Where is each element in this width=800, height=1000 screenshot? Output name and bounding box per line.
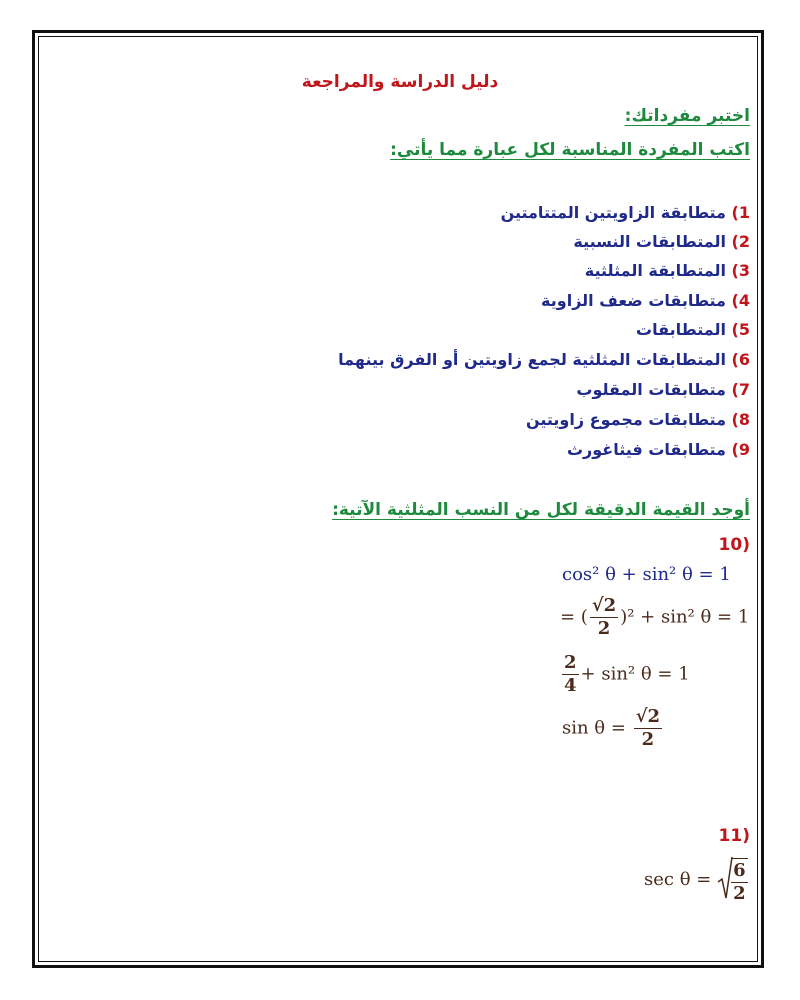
q10-line3-denominator: 4 xyxy=(564,675,577,696)
list-item xyxy=(576,380,750,399)
q11-equation xyxy=(644,856,750,904)
q10-line-4 xyxy=(562,708,664,749)
q10-line2-denominator: 2 xyxy=(597,618,611,639)
item-text: المتطابقات المثلثية لجمع زاويتين أو الفرق بينهما xyxy=(338,350,726,369)
item-text: متطابقات المقلوب xyxy=(576,380,726,399)
item-text: متطابقات مجموع زاويتين xyxy=(525,410,726,429)
question-10-label: (10 xyxy=(718,535,750,555)
item-text: المتطابقات النسبية xyxy=(573,232,726,251)
list-item xyxy=(501,203,750,222)
question-11-label: (11 xyxy=(718,826,750,846)
q10-line4-denominator: 2 xyxy=(641,729,655,750)
list-item xyxy=(585,261,750,280)
exact-value-heading: أوجد القيمة الدقيقة لكل من النسب المثلثية الآتية: xyxy=(332,500,750,520)
q10-line2-numerator: √2 xyxy=(591,595,617,616)
q11-denominator: 2 xyxy=(733,882,746,904)
item-text: متطابقة الزاويتين المتتامتين xyxy=(500,203,726,222)
q10-line3-rest: + sin² θ = 1 xyxy=(580,663,690,685)
list-item xyxy=(573,232,750,251)
item-number: 4) xyxy=(731,291,750,310)
q11-left: sec θ = xyxy=(644,869,712,890)
instruction-heading: اكتب المفردة المناسبة لكل عبارة مما يأتي: xyxy=(390,140,750,160)
q10-line2-rest: )² + sin² θ = 1 xyxy=(620,606,750,628)
q10-line-1: cos² θ + sin² θ = 1 xyxy=(562,564,731,585)
item-text: المتطابقات xyxy=(636,320,726,339)
item-number: 1) xyxy=(731,203,750,222)
list-item xyxy=(567,440,750,459)
list-item xyxy=(636,320,750,339)
list-item xyxy=(541,291,750,310)
q10-line3-numerator: 2 xyxy=(564,652,577,673)
item-number: 3) xyxy=(731,261,750,280)
item-number: 7) xyxy=(731,380,750,399)
q10-line-2: = ( $\frac{√2}{2}$ )² + sin² θ = 1 xyxy=(560,595,750,639)
list-item xyxy=(526,410,750,429)
page-border-inner xyxy=(38,36,758,962)
list-item xyxy=(338,350,750,369)
q11-numerator: 6 xyxy=(733,859,746,881)
q10-line4-numerator: √2 xyxy=(635,706,661,727)
item-text: متطابقات ضعف الزاوية xyxy=(541,291,726,310)
item-number: 6) xyxy=(731,350,750,369)
q10-line-3 xyxy=(560,654,690,695)
item-number: 8) xyxy=(731,410,750,429)
item-text: متطابقات فيثاغورث xyxy=(566,440,726,459)
item-number: 5) xyxy=(731,320,750,339)
item-number: 2) xyxy=(731,232,750,251)
page-border xyxy=(32,30,764,968)
page-title: دليل الدراسة والمراجعة xyxy=(301,72,499,92)
item-number: 9) xyxy=(731,440,750,459)
vocab-heading: اختبر مفرداتك: xyxy=(624,106,750,126)
item-text: المتطابقة المثلثية xyxy=(584,261,726,280)
q10-line4-left: sin θ = xyxy=(562,717,626,739)
